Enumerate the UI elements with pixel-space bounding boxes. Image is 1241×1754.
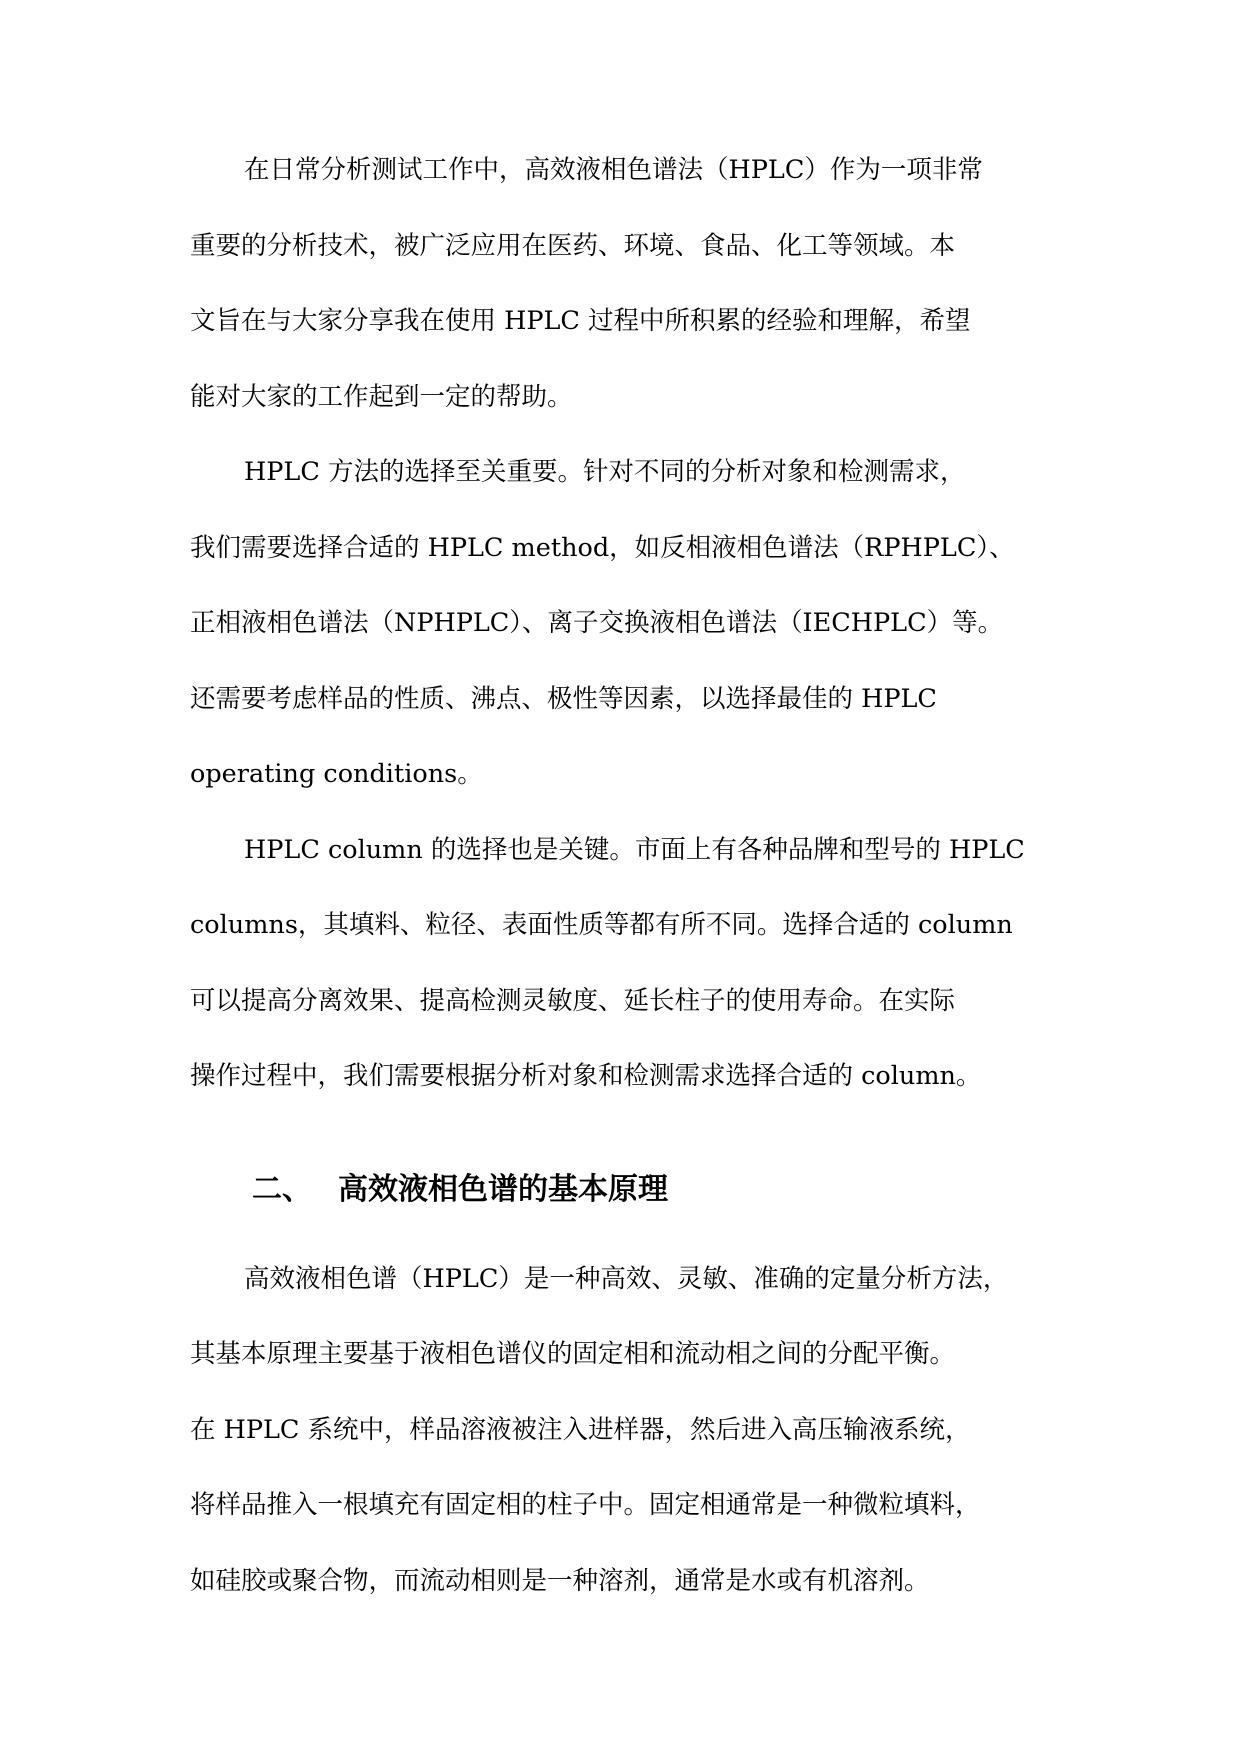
section-number: 二、: [252, 1172, 312, 1207]
method-paragraph-line-5: operating conditions。: [190, 759, 483, 789]
section-title: 高效液相色谱的基本原理: [338, 1172, 668, 1207]
principle-paragraph-line-5: 如硅胶或聚合物，而流动相则是一种溶剂，通常是水或有机溶剂。: [190, 1566, 930, 1596]
principle-paragraph-line-4: 将样品推入一根填充有固定相的柱子中。固定相通常是一种微粒填料，: [190, 1490, 981, 1520]
intro-paragraph-line-4: 能对大家的工作起到一定的帮助。: [190, 382, 573, 412]
column-paragraph-line-1: HPLC column 的选择也是关键。市面上有各种品牌和型号的 HPLC: [244, 835, 1025, 865]
column-paragraph-line-2: columns，其填料、粒径、表面性质等都有所不同。选择合适的 column: [190, 910, 1013, 940]
intro-paragraph-line-2: 重要的分析技术，被广泛应用在医药、环境、食品、化工等领域。本: [190, 231, 956, 261]
column-paragraph-line-3: 可以提高分离效果、提高检测灵敏度、延长柱子的使用寿命。在实际: [190, 986, 956, 1016]
principle-paragraph-line-3: 在 HPLC 系统中，样品溶液被注入进样器，然后进入高压输液系统，: [190, 1415, 971, 1445]
method-paragraph-line-1: HPLC 方法的选择至关重要。针对不同的分析对象和检测需求，: [244, 457, 966, 487]
principle-paragraph-line-2: 其基本原理主要基于液相色谱仪的固定相和流动相之间的分配平衡。: [190, 1339, 956, 1369]
method-paragraph-line-4: 还需要考虑样品的性质、沸点、极性等因素，以选择最佳的 HPLC: [190, 684, 937, 714]
intro-paragraph-line-1: 在日常分析测试工作中，高效液相色谱法（HPLC）作为一项非常: [244, 155, 983, 185]
method-paragraph-line-2: 我们需要选择合适的 HPLC method，如反相液相色谱法（RPHPLC）、: [190, 533, 1015, 563]
column-paragraph-line-4: 操作过程中，我们需要根据分析对象和检测需求选择合适的 column。: [190, 1061, 982, 1091]
principle-paragraph-line-1: 高效液相色谱（HPLC）是一种高效、灵敏、准确的定量分析方法，: [244, 1264, 1009, 1294]
section-heading: [252, 1170, 668, 1210]
method-paragraph-line-3: 正相液相色谱法（NPHPLC）、离子交换液相色谱法（IECHPLC）等。: [190, 608, 1004, 638]
intro-paragraph-line-3: 文旨在与大家分享我在使用 HPLC 过程中所积累的经验和理解，希望: [190, 306, 971, 336]
